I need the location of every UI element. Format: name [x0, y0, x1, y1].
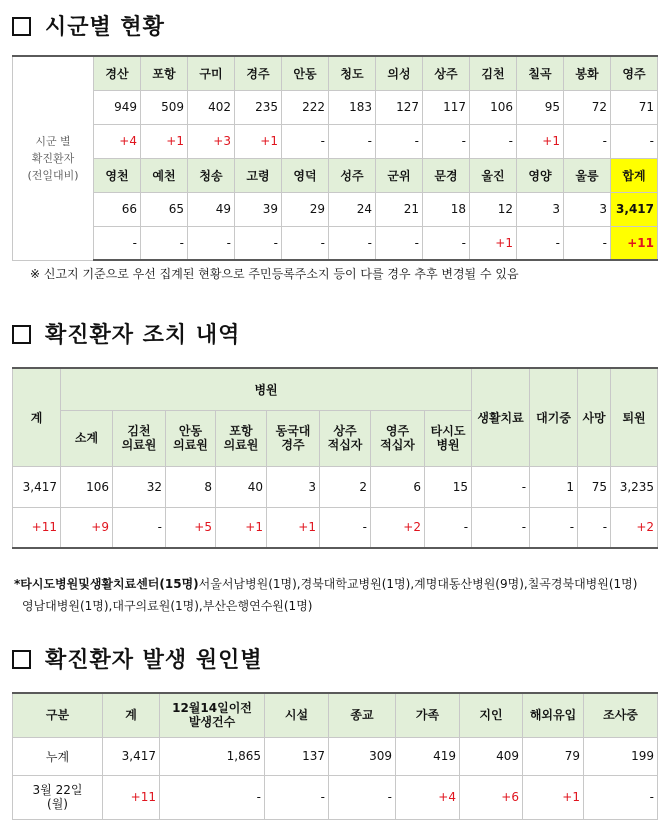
- table-row: [13, 90, 658, 124]
- region-total: 12: [470, 192, 517, 226]
- treatment-change: +1: [267, 507, 320, 548]
- cause-value: 1,865: [160, 737, 265, 775]
- treatment-total: 8: [166, 466, 216, 507]
- region-total: 39: [235, 192, 282, 226]
- region-total: 117: [423, 90, 470, 124]
- treatment-total: -: [472, 466, 530, 507]
- sum-header: 합계: [611, 158, 658, 192]
- region-name: 안동: [282, 56, 329, 90]
- header-hospital: 병원: [61, 368, 472, 410]
- header-hospital-sub: 소계: [61, 410, 113, 466]
- sum-total: 3,417: [611, 192, 658, 226]
- cause-row-label: 누계: [13, 737, 103, 775]
- region-change: -: [329, 124, 376, 158]
- region-change: -: [282, 124, 329, 158]
- treatment-change: -: [320, 507, 371, 548]
- region-total: 3: [517, 192, 564, 226]
- region-name: 포항: [141, 56, 188, 90]
- cause-table: [12, 692, 658, 820]
- header-hospital-sub: 안동 의료원: [166, 410, 216, 466]
- region-total: 18: [423, 192, 470, 226]
- header-hospital-sub: 타시도 병원: [425, 410, 472, 466]
- region-name: 영양: [517, 158, 564, 192]
- region-change: -: [611, 124, 658, 158]
- region-name: 봉화: [564, 56, 611, 90]
- cause-value: 137: [265, 737, 329, 775]
- region-name: 청도: [329, 56, 376, 90]
- region-name: 구미: [188, 56, 235, 90]
- region-name: 성주: [329, 158, 376, 192]
- treatment-change: +1: [216, 507, 267, 548]
- treatment-total: 3,235: [611, 466, 658, 507]
- cause-header: 종교: [329, 693, 396, 737]
- region-name: 울릉: [564, 158, 611, 192]
- header-waiting: 대기중: [530, 368, 578, 466]
- table-row: [13, 466, 658, 507]
- treatment-total: 3,417: [13, 466, 61, 507]
- hospital-note-bold: *타시도병원및생활치료센터(15명): [14, 577, 199, 591]
- cause-change: -: [160, 775, 265, 819]
- cause-value: 419: [396, 737, 460, 775]
- region-name: 울진: [470, 158, 517, 192]
- region-total: 183: [329, 90, 376, 124]
- section-title-by-region: 시군별 현황: [12, 10, 165, 41]
- region-change: +4: [94, 124, 141, 158]
- region-name: 예천: [141, 158, 188, 192]
- treatment-total: 75: [578, 466, 611, 507]
- region-total: 24: [329, 192, 376, 226]
- table-row: [13, 775, 658, 819]
- header-hospital-sub: 김천 의료원: [113, 410, 166, 466]
- region-total: 106: [470, 90, 517, 124]
- region-change: +1: [517, 124, 564, 158]
- treatment-change: +2: [611, 507, 658, 548]
- hospital-note-line2: 영남대병원(1명),대구의료원(1명),부산은행연수원(1명): [22, 599, 313, 613]
- cause-header: 지인: [460, 693, 523, 737]
- treatment-table: [12, 367, 658, 549]
- cause-header: 시설: [265, 693, 329, 737]
- section-title-cause: 확진환자 발생 원인별: [12, 643, 263, 674]
- header-hospital-sub: 상주 적십자: [320, 410, 371, 466]
- region-change: -: [423, 226, 470, 260]
- treatment-change: +2: [371, 507, 425, 548]
- table-row: [13, 56, 658, 90]
- cause-change: -: [265, 775, 329, 819]
- treatment-change: -: [425, 507, 472, 548]
- region-name: 영주: [611, 56, 658, 90]
- cause-header: 가족: [396, 693, 460, 737]
- region-note: ※ 신고지 기준으로 우선 집계된 현황으로 주민등록주소지 등이 다를 경우 추후 변경될 수 있음: [30, 267, 519, 281]
- treatment-total: 2: [320, 466, 371, 507]
- sum-change: +11: [611, 226, 658, 260]
- region-change: -: [329, 226, 376, 260]
- table-row: [13, 124, 658, 158]
- cause-value: 79: [523, 737, 584, 775]
- region-table: [12, 55, 658, 261]
- region-name: 경주: [235, 56, 282, 90]
- header-treatment-center: 생활치료: [472, 368, 530, 466]
- region-total: 127: [376, 90, 423, 124]
- treatment-total: 32: [113, 466, 166, 507]
- header-hospital-sub: 포항 의료원: [216, 410, 267, 466]
- table-row: [13, 368, 658, 410]
- cause-change: +6: [460, 775, 523, 819]
- region-change: -: [282, 226, 329, 260]
- treatment-total: 1: [530, 466, 578, 507]
- region-name: 군위: [376, 158, 423, 192]
- cause-change: +1: [523, 775, 584, 819]
- region-change: +1: [141, 124, 188, 158]
- treatment-change: -: [472, 507, 530, 548]
- cause-value: 199: [584, 737, 658, 775]
- region-total: 49: [188, 192, 235, 226]
- header-death: 사망: [578, 368, 611, 466]
- treatment-total: 6: [371, 466, 425, 507]
- table-row: [13, 693, 658, 737]
- treatment-total: 15: [425, 466, 472, 507]
- region-change: -: [564, 226, 611, 260]
- region-name: 칠곡: [517, 56, 564, 90]
- region-change: -: [470, 124, 517, 158]
- hospital-note-text1: 서울서남병원(1명),경북대학교병원(1명),계명대동산병원(9명),칠곡경북대병원(1명): [198, 577, 638, 591]
- region-total: 509: [141, 90, 188, 124]
- treatment-change: -: [113, 507, 166, 548]
- region-change: -: [423, 124, 470, 158]
- cause-header: 계: [103, 693, 160, 737]
- region-total: 235: [235, 90, 282, 124]
- treatment-change: +9: [61, 507, 113, 548]
- region-change: -: [376, 124, 423, 158]
- region-total: 95: [517, 90, 564, 124]
- treatment-total: 106: [61, 466, 113, 507]
- region-change: -: [235, 226, 282, 260]
- region-total: 3: [564, 192, 611, 226]
- region-total: 65: [141, 192, 188, 226]
- region-change: +3: [188, 124, 235, 158]
- table-row: [13, 507, 658, 548]
- region-change: -: [188, 226, 235, 260]
- cause-change: -: [329, 775, 396, 819]
- header-total: 계: [13, 368, 61, 466]
- checkbox-square-icon: [12, 325, 31, 344]
- region-name: 영덕: [282, 158, 329, 192]
- cause-header: 해외유입: [523, 693, 584, 737]
- region-name: 경산: [94, 56, 141, 90]
- treatment-change: +11: [13, 507, 61, 548]
- table-row: [13, 192, 658, 226]
- header-hospital-sub: 영주 적십자: [371, 410, 425, 466]
- region-change: -: [376, 226, 423, 260]
- hospital-note-line1: [14, 575, 637, 592]
- treatment-total: 3: [267, 466, 320, 507]
- cause-change: +11: [103, 775, 160, 819]
- region-name: 고령: [235, 158, 282, 192]
- region-name: 청송: [188, 158, 235, 192]
- cause-value: 309: [329, 737, 396, 775]
- region-change: -: [141, 226, 188, 260]
- region-total: 71: [611, 90, 658, 124]
- cause-change: +4: [396, 775, 460, 819]
- region-total: 402: [188, 90, 235, 124]
- region-total: 949: [94, 90, 141, 124]
- checkbox-square-icon: [12, 17, 31, 36]
- region-total: 66: [94, 192, 141, 226]
- cause-header: 12월14일이전 발생건수: [160, 693, 265, 737]
- region-change: -: [94, 226, 141, 260]
- table-row: [13, 226, 658, 260]
- region-name: 영천: [94, 158, 141, 192]
- cause-row-label: 3월 22일 (월): [13, 775, 103, 819]
- region-name: 의성: [376, 56, 423, 90]
- treatment-total: 40: [216, 466, 267, 507]
- cause-change: -: [584, 775, 658, 819]
- treatment-change: -: [530, 507, 578, 548]
- region-name: 문경: [423, 158, 470, 192]
- section-title-treatment: 확진환자 조치 내역: [12, 318, 240, 349]
- region-change: +1: [470, 226, 517, 260]
- table-row: [13, 737, 658, 775]
- cause-value: 3,417: [103, 737, 160, 775]
- treatment-change: +5: [166, 507, 216, 548]
- cause-header: 조사중: [584, 693, 658, 737]
- cause-value: 409: [460, 737, 523, 775]
- header-hospital-sub: 동국대 경주: [267, 410, 320, 466]
- table-row: [13, 158, 658, 192]
- region-total: 222: [282, 90, 329, 124]
- region-change: -: [517, 226, 564, 260]
- region-name: 상주: [423, 56, 470, 90]
- region-total: 29: [282, 192, 329, 226]
- cause-header: 구분: [13, 693, 103, 737]
- region-total: 72: [564, 90, 611, 124]
- region-change: -: [564, 124, 611, 158]
- region-name: 김천: [470, 56, 517, 90]
- region-total: 21: [376, 192, 423, 226]
- region-change: +1: [235, 124, 282, 158]
- header-discharge: 퇴원: [611, 368, 658, 466]
- checkbox-square-icon: [12, 650, 31, 669]
- region-side-label: 시군 별 확진환자 (전일대비): [13, 56, 94, 260]
- treatment-change: -: [578, 507, 611, 548]
